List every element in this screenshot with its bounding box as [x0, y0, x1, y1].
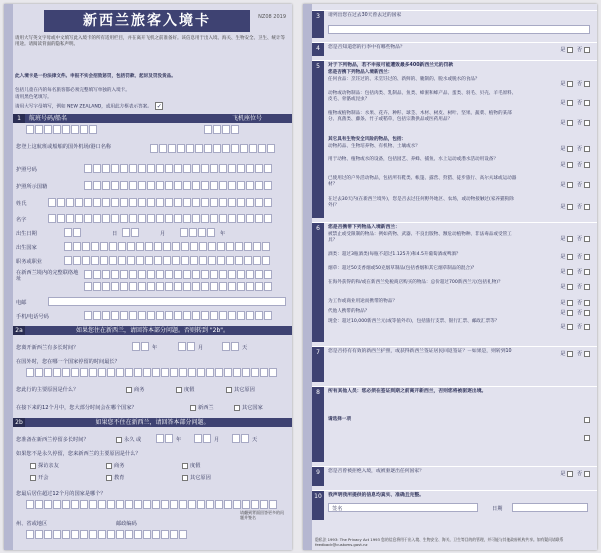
q8-option-1-checkbox[interactable]	[584, 417, 590, 423]
passport-input[interactable]	[84, 164, 272, 173]
section-1-header	[13, 114, 292, 123]
q6-business-answer[interactable]: 是 否	[560, 299, 592, 306]
reason-business[interactable]: 商务	[104, 462, 124, 469]
q6-cash-answer[interactable]: 是 否	[560, 323, 592, 330]
question-9-text: 您是否曾被拒绝入境，或被驱逐出任何国家？	[328, 469, 424, 474]
nationality-input[interactable]	[84, 181, 272, 190]
q6-item-dutyfree: 在海外获得的和/或在新西兰免税商店购买的物品：总价超过700新西兰元(包括礼物)？	[328, 280, 503, 285]
q6-alcohol-yes[interactable]	[567, 254, 573, 260]
state-input[interactable]	[26, 530, 115, 539]
q6-item-tobacco: 烟草：超过50支香烟或50克烟草制品(包括香烟和其它烟草制品的混合)？	[328, 266, 477, 271]
q7-yes-checkbox[interactable]	[567, 351, 573, 357]
state-label: 州、省或地区	[16, 521, 48, 527]
question-5	[312, 60, 597, 218]
zip-label: 邮政编码	[116, 521, 137, 527]
address-input-2[interactable]	[84, 282, 272, 291]
bullet-pen: 请用黑色笔填写。	[15, 95, 52, 100]
date-label: 日期	[492, 506, 503, 512]
section-2a-header	[13, 326, 292, 335]
arrival-card-front	[4, 4, 292, 550]
section-1-number: 1	[13, 114, 25, 123]
visit-reason-label: 如果您不是永久停留，您来新西兰的主要原因是什么？	[16, 451, 141, 457]
q8-option-2[interactable]	[582, 435, 592, 442]
purpose-business[interactable]: 商务	[124, 386, 144, 393]
q5-equipment-answer[interactable]: 是 否	[560, 161, 592, 168]
question-4-text: 您是否知道您的行李中有哪些物品？	[328, 45, 405, 50]
q6-alcohol-answer[interactable]: 是 否	[560, 253, 592, 260]
phone-input[interactable]	[84, 311, 272, 320]
q5-item-equipment: 用于动物、植物或水的设备，包括园艺、养蜂、捕鱼、水上运动或潜水活动用设备？	[328, 157, 498, 162]
q6-tobacco-no[interactable]	[584, 269, 590, 275]
q5-item-animal: 动物或动物制品：包括肉类、乳制品、鱼类、蜂蜜和蜂产品、蛋类、羽毛、贝壳、羊毛原料、皮毛、骨骼或昆虫？	[328, 91, 517, 102]
reason-conference[interactable]: 开会	[28, 474, 48, 481]
q6-others-no[interactable]	[584, 310, 590, 316]
birth-country-input[interactable]	[64, 242, 270, 251]
purpose-holiday[interactable]: 度假	[174, 386, 194, 393]
q6-item-cash: 现金：超过10,000新西兰元(或等值外币)，包括旅行支票、银行汇票、邮政汇票等？	[328, 319, 500, 324]
q6-others-yes[interactable]	[567, 310, 573, 316]
q5-equipment-no[interactable]	[584, 162, 590, 168]
next-12m-other[interactable]: 其它国家	[232, 404, 263, 411]
occupation-input[interactable]	[64, 256, 270, 265]
address-label: 在新西兰境内的完整联络地址	[16, 270, 79, 282]
time-away-month[interactable]	[178, 342, 195, 351]
q5-medicine-no[interactable]	[584, 146, 590, 152]
last-country-input[interactable]	[26, 500, 277, 509]
q6-cash-no[interactable]	[584, 324, 590, 330]
phone-label: 手机/电话号码	[16, 314, 49, 320]
question-8-text: 所有其他人员：您必须在签证到期之前离开新西兰，否则您将被驱逐出境。	[328, 389, 487, 394]
q5-animal-yes[interactable]	[567, 100, 573, 106]
q6-item-alcohol: 酒类：超过3瓶酒类(每瓶不超过1.125升)和4.5升葡萄酒或啤酒？	[328, 252, 461, 257]
seat-label: 飞机座位号	[231, 115, 262, 122]
stay-month-label: 月	[214, 437, 220, 443]
question-9-number: 9	[312, 467, 324, 486]
turn-over-note: 请翻到背面回答更多的问题并签名	[240, 510, 284, 520]
last-country-label: 您最后居住超过12个月的国家是哪个？	[16, 491, 106, 497]
next-12m-other-checkbox[interactable]	[234, 405, 240, 411]
question-7	[312, 346, 597, 382]
passport-label: 护照号码	[16, 167, 37, 173]
section-2a-title: 如果您住在新西兰，请回答本部分问题。否则转到 "2b"。	[75, 327, 230, 334]
q6-tobacco-yes[interactable]	[567, 269, 573, 275]
email-label: 电邮	[16, 300, 27, 306]
question-8	[312, 386, 597, 462]
stay-month[interactable]	[194, 434, 211, 443]
side-stripe	[4, 4, 13, 550]
q5-medicine-answer[interactable]: 是 否	[560, 145, 592, 152]
side-stripe-right	[303, 4, 312, 550]
reason-visit-family-checkbox[interactable]	[30, 463, 36, 469]
longest-country-input[interactable]	[26, 368, 277, 377]
q6-cash-yes[interactable]	[567, 324, 573, 330]
question-9-answer[interactable]: 是 否	[560, 470, 592, 477]
q5-heading-2: 其它具有生物安全风险的物品，包括：	[328, 137, 407, 142]
bullet-each: 包括儿童在内的每名旅客都必须完整填写单独的入境卡。	[15, 88, 130, 93]
q5-food-no[interactable]	[584, 81, 590, 87]
section-2b-number: 2b	[13, 418, 25, 427]
question-3-text: 请列出您在过去30天曾去过的国家	[328, 13, 402, 18]
q5-outdoor-yes[interactable]	[567, 182, 573, 188]
q6-item-others: 代他人携带的物品？	[328, 309, 370, 314]
arrival-card-back	[303, 4, 597, 550]
q5-plant-no[interactable]	[584, 120, 590, 126]
privacy-footer: 隐私法 1993: The Privacy Act 1993 您的信息将用于出入境、生物安全、海关、卫生等目的的管理，并可能与其他政府机构共享。如有疑问请联系 feedback@customs.govt.nz	[315, 537, 564, 547]
q6-others-answer[interactable]: 是 否	[560, 309, 592, 316]
q5-animal-no[interactable]	[584, 100, 590, 106]
question-8-number: 8	[312, 387, 324, 462]
check-sample-icon: ✓	[156, 103, 162, 110]
section-2a-number: 2a	[13, 326, 25, 335]
question-9	[312, 466, 597, 486]
surname-label: 姓氏	[16, 201, 27, 207]
q5-farm-yes[interactable]	[567, 204, 573, 210]
zip-input[interactable]	[116, 530, 187, 539]
q5-item-plant: 植物或植物制品：水果、花卉、种籽、球茎、木材、树皮、树叶、坚果、蔬菜、植物的某部分、真菌类、藤条、竹子或稻草，包括宗教供品或医药用品？	[328, 111, 512, 122]
q9-yes-checkbox[interactable]	[567, 471, 573, 477]
q8-choose-label: 请选择一项	[328, 417, 351, 422]
q6-alcohol-no[interactable]	[584, 254, 590, 260]
question-4-number: 4	[312, 43, 324, 56]
purpose-holiday-checkbox[interactable]	[176, 387, 182, 393]
flight-input[interactable]	[26, 125, 97, 134]
seat-input[interactable]	[204, 125, 239, 134]
question-6-text: 您是否携带下列物品入境新西兰：	[328, 225, 400, 230]
q5-animal-answer[interactable]: 是 否	[560, 99, 592, 106]
trip-purpose-label: 您此行的主要原因是什么？	[16, 387, 79, 393]
stay-year[interactable]	[156, 434, 173, 443]
dob-month-label: 月	[160, 231, 166, 237]
port-label: 您登上这航班或船舶的国外机场/港口名称	[16, 144, 112, 150]
time-away-day[interactable]	[222, 342, 239, 351]
reason-visit-family[interactable]: 探访亲友	[28, 462, 59, 469]
next-12m-label: 在接下来的12个月中，您大部分时间会在哪个国家？	[16, 405, 137, 411]
q5-food-yes[interactable]	[567, 81, 573, 87]
stay-forever-checkbox[interactable]	[116, 437, 122, 443]
purpose-business-checkbox[interactable]	[126, 387, 132, 393]
time-away-year[interactable]	[132, 342, 149, 351]
bullet-legal: 此入境卡是一份法律文件。申报不实会招致惩罚，包括罚款、起诉及罚没货品。	[15, 74, 176, 79]
date-field[interactable]	[512, 503, 588, 512]
purpose-other[interactable]: 其它原因	[224, 386, 255, 393]
q6-business-yes[interactable]	[567, 300, 573, 306]
q8-option-2-checkbox[interactable]	[584, 435, 590, 441]
q6-dutyfree-yes[interactable]	[567, 284, 573, 290]
question-4	[312, 42, 597, 56]
question-3	[312, 10, 597, 38]
question-7-answer[interactable]: 是 否	[560, 350, 592, 357]
question-4-answer[interactable]: 是 否	[560, 46, 592, 53]
reason-conference-checkbox[interactable]	[30, 475, 36, 481]
signature-field[interactable]	[328, 503, 478, 512]
dob-input[interactable]	[64, 228, 215, 237]
q5-item-outdoor: 已使用过的户外活动物品，包括所有鞋类、帐篷、露营、狩猎、徒步旅行、高尔夫球或运动器材？	[328, 176, 517, 187]
q6-tobacco-answer[interactable]: 是 否	[560, 268, 592, 275]
stay-year-label: 年	[176, 437, 182, 443]
next-12m-nz[interactable]: 新西兰	[188, 404, 214, 411]
q5-item-farm: 在过去30天内(在新西兰境外)，您是否去过任何野外地区、农场，或动物接触过(家养猫狗除外)？	[328, 197, 514, 208]
signature-label: 签名	[332, 506, 343, 512]
birth-country-label: 出生国家	[16, 245, 37, 251]
address-input-1[interactable]	[84, 270, 272, 279]
q5-plant-answer[interactable]: 是 否	[560, 119, 592, 126]
purpose-other-checkbox[interactable]	[226, 387, 232, 393]
q7-no-checkbox[interactable]	[584, 351, 590, 357]
nationality-label: 护照所示国籍	[16, 184, 48, 190]
form-code: NZ08 2019	[258, 14, 286, 20]
stay-forever[interactable]: 永久 或	[114, 436, 141, 443]
dob-year-label: 年	[220, 231, 226, 237]
q6-dutyfree-no[interactable]	[584, 284, 590, 290]
reason-holiday[interactable]: 度假	[180, 462, 200, 469]
countries-visited-input[interactable]	[328, 25, 590, 34]
question-7-text: 您是否持有有效的新西兰护照，或获得新西兰签证居民回返签证？－如果是，则转到10	[328, 349, 512, 354]
question-5-text: 对于下列物品，若不申报可能遭致最多400新西兰元的罚款	[328, 63, 454, 68]
q5-plant-yes[interactable]	[567, 120, 573, 126]
question-6	[312, 222, 597, 342]
section-2b-title: 如果您不住在新西兰，请回答本部分问题。	[95, 419, 210, 426]
time-away-year-label: 年	[152, 345, 158, 351]
q6-prohibited-no[interactable]	[584, 236, 590, 242]
q5-outdoor-no[interactable]	[584, 182, 590, 188]
q6-prohibited-yes[interactable]	[567, 236, 573, 242]
q6-item-business: 为工作或商业用途而携带的物品？	[328, 299, 397, 304]
longest-country-label: 在国外时，您在哪一个国家停留的时间最长？	[16, 359, 120, 365]
time-away-label: 您离开新西兰有多长时间？	[16, 345, 79, 351]
reason-other-checkbox[interactable]	[182, 475, 188, 481]
q6-prohibited-answer[interactable]: 是 否	[560, 235, 592, 242]
email-input[interactable]	[48, 297, 286, 306]
flight-label: 航班号码/船名	[29, 115, 68, 122]
section-2b-header	[13, 418, 292, 427]
q4-yes-checkbox[interactable]	[567, 47, 573, 53]
stay-day-label: 天	[252, 437, 258, 443]
reason-holiday-checkbox[interactable]	[182, 463, 188, 469]
q5-food-answer[interactable]: 是 否	[560, 80, 592, 87]
question-5-number: 5	[312, 61, 324, 218]
bullet-caps: 请用大写字母填写，例如 NEW ZEALAND，或用此方框表示答案。 ✓	[15, 103, 162, 110]
reason-business-checkbox[interactable]	[106, 463, 112, 469]
q5-equipment-yes[interactable]	[567, 162, 573, 168]
reason-education[interactable]: 教育	[104, 474, 124, 481]
q5-farm-answer[interactable]: 是 否	[560, 203, 592, 210]
given-name-label: 名字	[16, 217, 27, 223]
question-3-number: 3	[312, 11, 324, 38]
question-7-number: 7	[312, 347, 324, 382]
intro-text: 请用大写英文字母或中文填写此入境卡的所有适用栏目，并在离开飞机之前准备好。该信息用于出入境、海关、生物安全、卫生、统计等用途。请阅读背面的隐私声明。	[15, 36, 285, 48]
question-10-text: 我声明我所提供的信息均真实、准确且完整。	[328, 493, 424, 498]
next-12m-nz-checkbox[interactable]	[190, 405, 196, 411]
q4-no-checkbox[interactable]	[584, 47, 590, 53]
surname-input[interactable]	[48, 198, 272, 207]
time-away-day-label: 天	[242, 345, 248, 351]
occupation-label: 职务或职业	[16, 259, 42, 265]
q5-medicine-yes[interactable]	[567, 146, 573, 152]
q6-dutyfree-answer[interactable]: 是 否	[560, 283, 592, 290]
card-title: 新西兰旅客入境卡	[44, 10, 250, 32]
dob-label: 出生日期	[16, 231, 37, 237]
q5-outdoor-answer[interactable]: 是 否	[560, 181, 592, 188]
q5-item-medicine: 动物药品、生物培养物、有机物、土壤或水？	[328, 144, 420, 149]
q9-no-checkbox[interactable]	[584, 471, 590, 477]
reason-education-checkbox[interactable]	[106, 475, 112, 481]
stay-day[interactable]	[232, 434, 249, 443]
q8-option-1[interactable]	[582, 417, 592, 424]
q5-farm-no[interactable]	[584, 204, 590, 210]
q5-item-food: 任何食品：烹饪过的、未烹饪过的、新鲜的、腌制的、脱水或脱水的食品？	[328, 77, 480, 82]
q5-heading: 您是否携下列物品入境新西兰：	[328, 70, 393, 75]
reason-other[interactable]: 其它原因	[180, 474, 211, 481]
time-away-month-label: 月	[198, 345, 204, 351]
q6-business-no[interactable]	[584, 300, 590, 306]
question-10-number: 10	[312, 491, 324, 520]
port-input[interactable]	[150, 144, 275, 153]
question-6-number: 6	[312, 223, 324, 342]
stay-length-label: 您准备在新西兰停留多长时间？	[16, 437, 89, 443]
question-10	[312, 490, 597, 520]
given-name-input[interactable]	[48, 214, 272, 223]
dob-day-label: 日	[112, 231, 118, 237]
q6-item-prohibited: 被禁止或受限制的物品：例如药物、武器、不良出版物、濒危动植物种、非法毒品或受管工具？	[328, 232, 512, 243]
